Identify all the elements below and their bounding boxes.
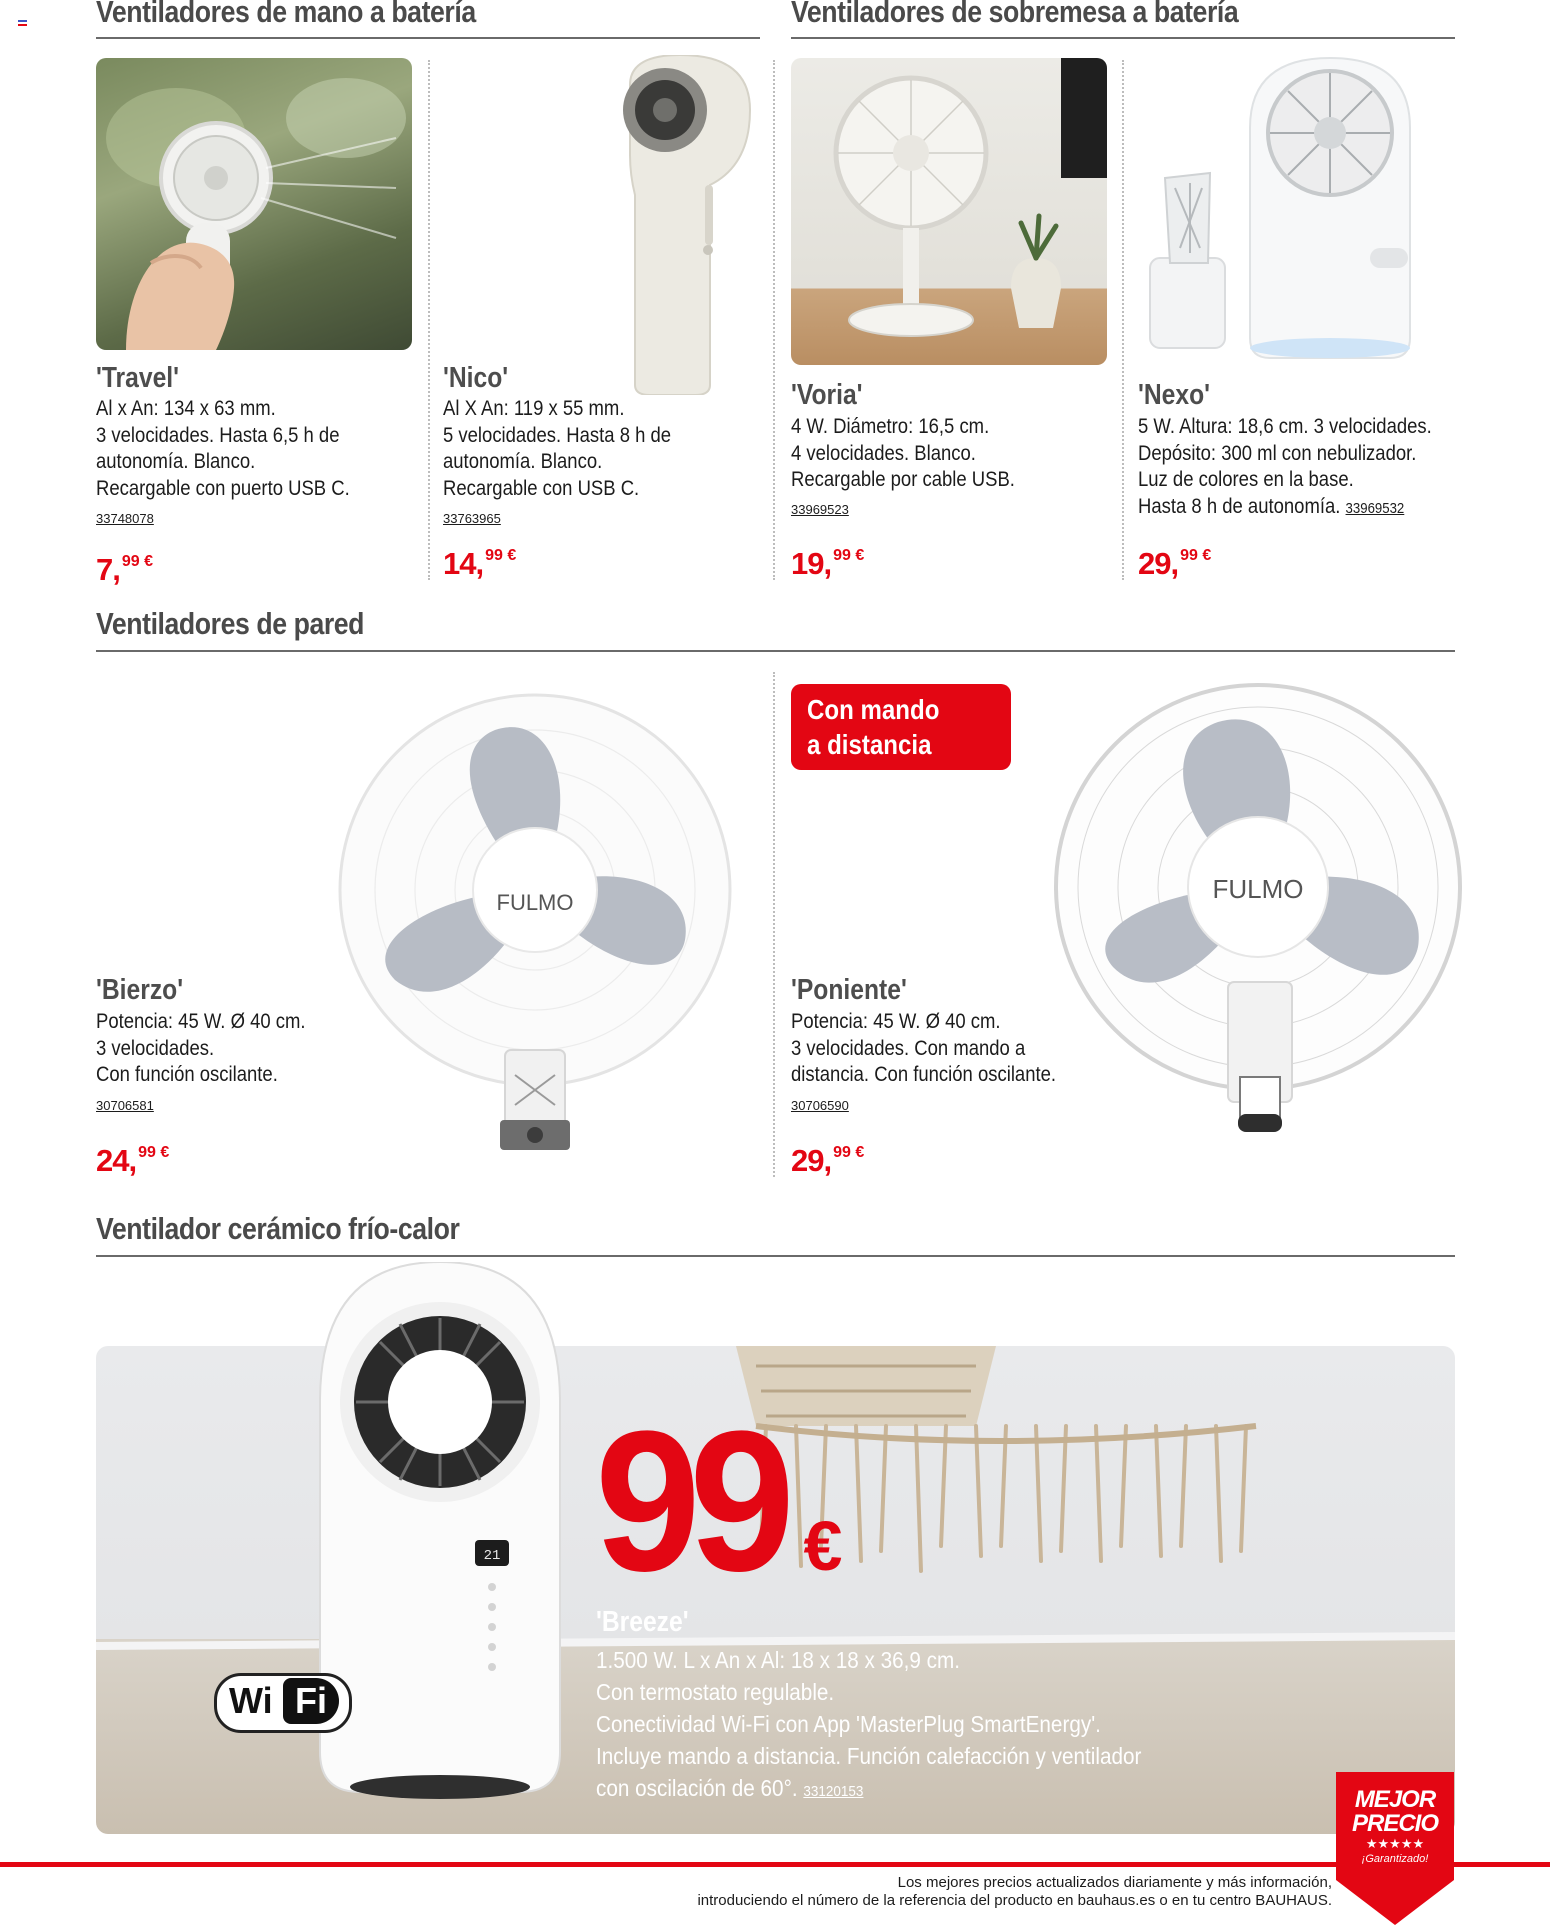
breeze-desc-line: Con termostato regulable.	[596, 1679, 835, 1705]
price-decimal: 99 €	[121, 553, 153, 570]
nexo-desc-line: Depósito: 300 ml con nebulizador.	[1138, 441, 1417, 465]
column-separator	[428, 60, 430, 580]
corner-flag-mark	[18, 20, 27, 26]
badge-text-line: Con mando	[807, 694, 940, 725]
footer-line: introduciendo el número de la referencia del producto en bauhaus.es o en tu centro BAUHAUS.	[697, 1892, 1332, 1909]
nico-desc-line: autonomía. Blanco.	[443, 450, 603, 473]
price-integer: 24,	[96, 1143, 137, 1178]
bierzo-desc-line: Potencia: 45 W. Ø 40 cm.	[96, 1010, 306, 1033]
footer-line: Los mejores precios actualizados diariamente y más información,	[897, 1874, 1332, 1891]
nexo-product-name: 'Nexo'	[1138, 379, 1211, 411]
poniente-brand-text: FULMO	[1212, 874, 1304, 904]
poniente-product-image	[1028, 682, 1498, 1162]
section-rule-ceramic	[96, 1255, 1455, 1257]
travel-desc-line: Al x An: 134 x 63 mm.	[96, 397, 276, 420]
travel-price	[96, 552, 153, 588]
breeze-display-readout: 21	[483, 1548, 501, 1564]
poniente-desc-line: 3 velocidades. Con mando a	[791, 1036, 1026, 1060]
price-integer: 14,	[443, 546, 484, 581]
price-decimal: 99 €	[833, 1144, 865, 1161]
travel-product-name: 'Travel'	[96, 362, 179, 394]
price-integer: 19,	[791, 546, 832, 581]
price-decimal: 99 €	[485, 547, 517, 564]
breeze-price-integer: 99	[595, 1390, 784, 1613]
shield-text-line: MEJOR	[1354, 1786, 1436, 1813]
breeze-desc-last: con oscilación de 60°.	[596, 1775, 798, 1801]
bierzo-description	[96, 1009, 306, 1089]
wifi-badge	[214, 1673, 352, 1733]
voria-desc-line: 4 velocidades. Blanco.	[791, 441, 976, 465]
breeze-price-currency: €	[803, 1507, 843, 1585]
nexo-desc-line	[1138, 494, 1432, 523]
shield-guarantee: ¡Garantizado!	[1361, 1853, 1429, 1865]
breeze-price	[595, 1390, 843, 1613]
poniente-reference: 30706590	[791, 1098, 849, 1113]
voria-product-name: 'Voria'	[791, 379, 863, 411]
section-title-ceramic: Ventilador cerámico frío-calor	[96, 1211, 460, 1246]
nexo-reference: 33969532	[1345, 499, 1405, 517]
breeze-desc-line	[596, 1772, 1141, 1808]
wifi-badge-text-inverse: Fi	[283, 1678, 339, 1724]
voria-product-image	[791, 58, 1107, 365]
voria-reference: 33969523	[791, 502, 849, 517]
breeze-desc-line: Incluye mando a distancia. Función calefacción y ventilador	[596, 1743, 1142, 1769]
breeze-product-name: 'Breeze'	[596, 1606, 689, 1638]
nico-desc-line: 5 velocidades. Hasta 8 h de	[443, 423, 672, 447]
remote-control-badge	[791, 684, 1011, 770]
nico-product-image	[590, 55, 760, 395]
bierzo-product-image	[325, 690, 745, 1160]
nico-product-name: 'Nico'	[443, 362, 509, 394]
nico-description	[443, 396, 671, 502]
voria-desc-line: 4 W. Diámetro: 16,5 cm.	[791, 415, 990, 438]
shield-text-line: PRECIO	[1351, 1810, 1438, 1837]
breeze-description	[596, 1644, 1141, 1808]
price-decimal: 99 €	[833, 547, 865, 564]
bierzo-price	[96, 1143, 169, 1179]
section-title-wall: Ventiladores de pared	[96, 606, 365, 641]
travel-desc-line: autonomía. Blanco.	[96, 450, 256, 473]
nexo-desc-line: Luz de colores en la base.	[1138, 468, 1354, 491]
nico-reference: 33763965	[443, 511, 501, 526]
best-price-shield	[1336, 1772, 1454, 1925]
section-title-handheld: Ventiladores de mano a batería	[96, 0, 476, 29]
bierzo-desc-line: Con función oscilante.	[96, 1063, 278, 1086]
nico-desc-line: Recargable con USB C.	[443, 476, 640, 500]
nico-price	[443, 546, 516, 582]
nexo-product-image	[1140, 48, 1450, 368]
price-integer: 7,	[96, 552, 120, 587]
bierzo-reference: 30706581	[96, 1098, 154, 1113]
travel-product-image	[96, 58, 412, 350]
bierzo-brand-text: FULMO	[496, 890, 574, 915]
nexo-desc-line: 5 W. Altura: 18,6 cm. 3 velocidades.	[1138, 415, 1432, 438]
poniente-price	[791, 1143, 864, 1179]
section-rule-wall	[96, 650, 1455, 652]
nexo-price	[1138, 546, 1211, 582]
badge-text-line: a distancia	[807, 729, 932, 760]
nexo-description	[1138, 414, 1432, 522]
price-integer: 29,	[1138, 546, 1179, 581]
footer-note	[697, 1874, 1332, 1910]
nico-desc-line: Al X An: 119 x 55 mm.	[443, 397, 625, 420]
travel-desc-line: 3 velocidades. Hasta 6,5 h de	[96, 423, 340, 447]
breeze-desc-line: 1.500 W. L x An x Al: 18 x 18 x 36,9 cm.	[596, 1647, 960, 1673]
voria-desc-line: Recargable por cable USB.	[791, 468, 1015, 491]
poniente-desc-line: Potencia: 45 W. Ø 40 cm.	[791, 1010, 1001, 1033]
bierzo-desc-line: 3 velocidades.	[96, 1036, 215, 1060]
travel-description	[96, 396, 350, 502]
section-title-desktop: Ventiladores de sobremesa a batería	[791, 0, 1239, 29]
column-separator	[1122, 60, 1124, 580]
shield-stars: ★★★★★	[1365, 1836, 1425, 1851]
breeze-desc-line: Conectividad Wi-Fi con App 'MasterPlug SmartEnergy'.	[596, 1711, 1101, 1737]
poniente-product-name: 'Poniente'	[791, 974, 907, 1006]
travel-desc-line: Recargable con puerto USB C.	[96, 476, 350, 500]
bierzo-product-name: 'Bierzo'	[96, 974, 184, 1006]
price-decimal: 99 €	[138, 1144, 170, 1161]
nexo-desc-last: Hasta 8 h de autonomía.	[1138, 494, 1341, 518]
poniente-desc-line: distancia. Con función oscilante.	[791, 1063, 1057, 1086]
voria-description	[791, 414, 1015, 494]
price-decimal: 99 €	[1180, 547, 1212, 564]
handheld-fan-illustration	[96, 58, 412, 350]
section-rule-desktop	[791, 37, 1455, 39]
price-integer: 29,	[791, 1143, 832, 1178]
wifi-badge-text: Wi	[229, 1680, 273, 1721]
breeze-reference: 33120153	[803, 1783, 864, 1800]
column-separator	[773, 672, 775, 1177]
travel-reference: 33748078	[96, 511, 154, 526]
voria-price	[791, 546, 864, 582]
footer-red-line	[0, 1862, 1550, 1867]
section-rule-handheld	[96, 37, 760, 39]
column-separator	[773, 60, 775, 580]
poniente-description	[791, 1009, 1056, 1089]
